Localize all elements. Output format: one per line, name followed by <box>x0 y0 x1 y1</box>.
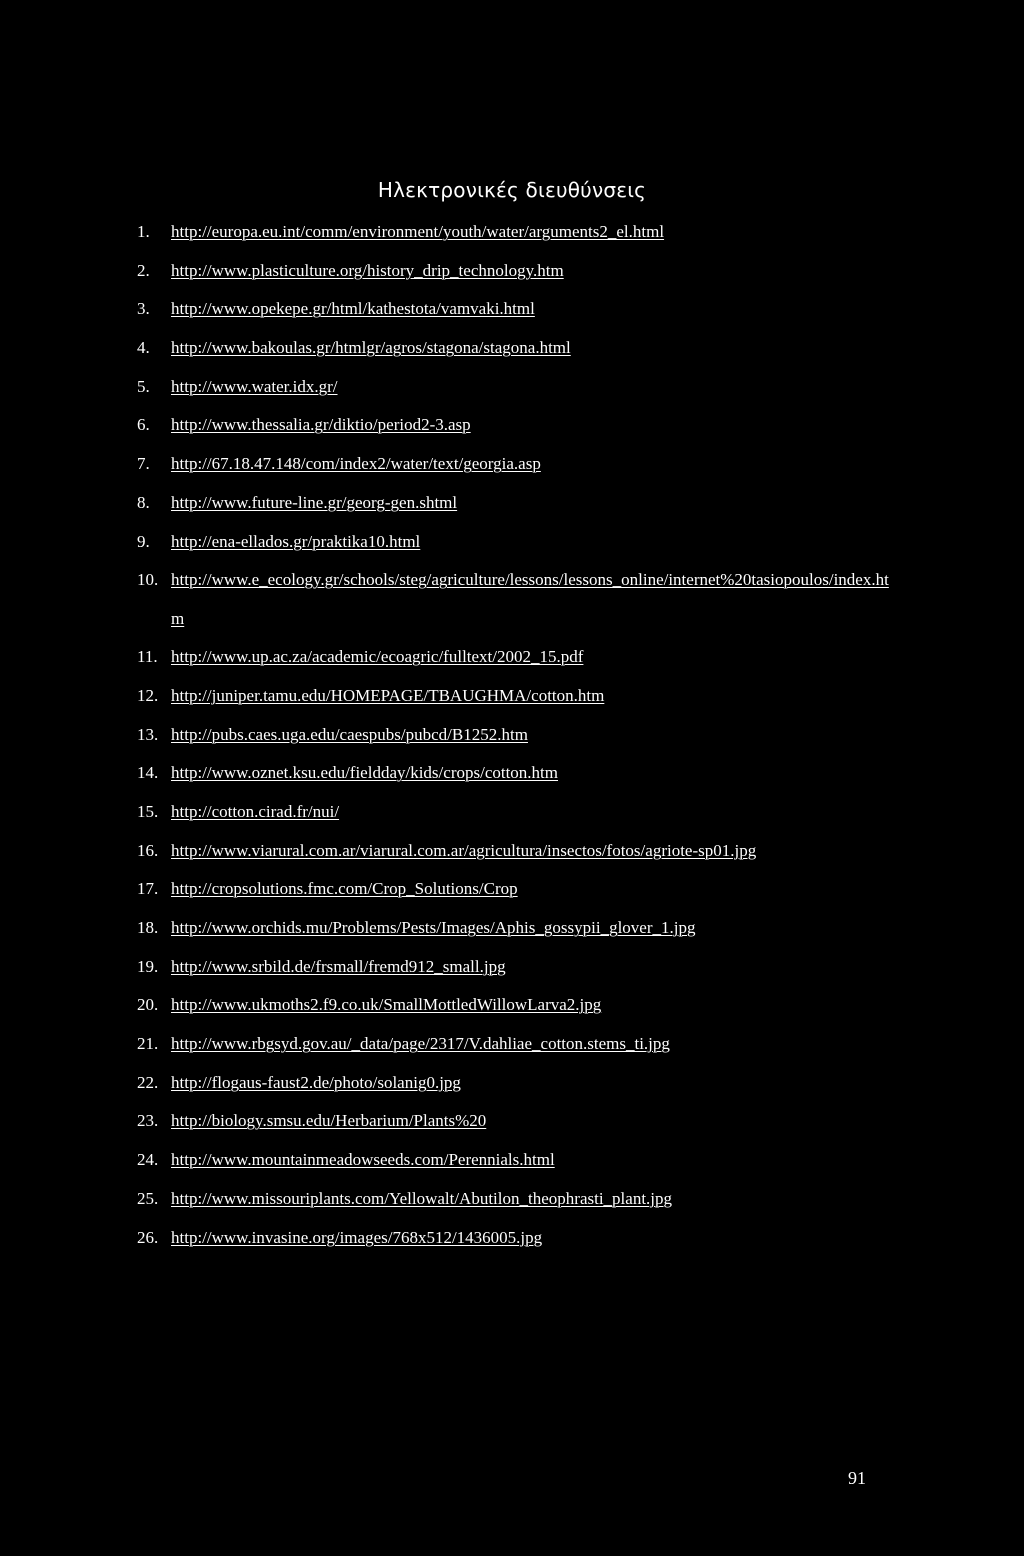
item-number: 21. <box>137 1034 159 1054</box>
list-item <box>137 725 897 745</box>
list-item <box>137 570 897 629</box>
list-item <box>137 493 897 513</box>
url-link[interactable]: http://www.bakoulas.gr/htmlgr/agros/stagona/stagona.html <box>171 338 571 358</box>
url-link[interactable]: http://www.srbild.de/frsmall/fremd912_small.jpg <box>171 956 506 976</box>
list-item <box>137 802 897 822</box>
url-link[interactable]: http://cotton.cirad.fr/nui/ <box>171 801 340 821</box>
item-number: 18. <box>137 918 159 938</box>
item-number: 22. <box>137 1072 159 1092</box>
url-link[interactable]: http://juniper.tamu.edu/HOMEPAGE/TBAUGHMA/cotton.htm <box>171 685 605 705</box>
url-link[interactable]: http://www.e_ecology.gr/schools/steg/agriculture/lessons/lessons_online/internet%20tasiopoulos/index.htm <box>171 570 889 628</box>
list-item <box>137 918 897 938</box>
list-item <box>137 261 897 281</box>
list-item <box>137 763 897 783</box>
item-number: 19. <box>137 956 159 976</box>
item-number: 12. <box>137 685 159 705</box>
list-item <box>137 1150 897 1170</box>
list-item <box>137 338 897 358</box>
list-item <box>137 222 897 242</box>
url-link[interactable]: http://67.18.47.148/com/index2/water/text/georgia.asp <box>171 454 541 474</box>
list-item <box>137 415 897 435</box>
page-number: 91 <box>848 1468 866 1488</box>
item-number: 20. <box>137 995 159 1015</box>
list-item <box>137 532 897 552</box>
url-link[interactable]: http://www.up.ac.za/academic/ecoagric/fulltext/2002_15.pdf <box>171 647 584 667</box>
item-number: 4. <box>137 338 150 358</box>
list-item <box>137 686 897 706</box>
item-number: 1. <box>137 222 150 241</box>
list-item <box>137 841 897 861</box>
item-number: 10. <box>137 570 159 590</box>
item-number: 16. <box>137 840 159 860</box>
list-item <box>137 1228 897 1248</box>
url-link[interactable]: http://biology.smsu.edu/Herbarium/Plants%20 <box>171 1111 487 1131</box>
url-link[interactable]: http://flogaus-faust2.de/photo/solanig0.jpg <box>171 1072 461 1092</box>
item-number: 3. <box>137 299 150 319</box>
url-link[interactable]: http://www.thessalia.gr/diktio/period2-3.asp <box>171 415 471 435</box>
item-number: 8. <box>137 492 150 512</box>
url-link[interactable]: http://ena-ellados.gr/praktika10.html <box>171 531 421 551</box>
url-link[interactable]: http://www.future-line.gr/georg-gen.shtml <box>171 492 458 512</box>
item-number: 26. <box>137 1227 159 1247</box>
url-link[interactable]: http://www.rbgsyd.gov.au/_data/page/2317/V.dahliae_cotton.stems_ti.jpg <box>171 1034 670 1054</box>
item-number: 15. <box>137 801 159 821</box>
item-number: 24. <box>137 1150 159 1170</box>
page-title: Ηλεκτρονικές διευθύνσεις <box>377 178 647 202</box>
item-number: 9. <box>137 531 150 551</box>
list-item <box>137 1073 897 1093</box>
item-number: 6. <box>137 415 150 435</box>
url-link[interactable]: http://pubs.caes.uga.edu/caespubs/pubcd/B1252.htm <box>171 724 528 744</box>
url-link[interactable]: http://www.viarural.com.ar/viarural.com.ar/agricultura/insectos/fotos/agriote-sp01.jpg <box>171 840 757 860</box>
list-item <box>137 299 897 319</box>
url-link[interactable]: http://cropsolutions.fmc.com/Crop_Solutions/Crop <box>171 879 518 899</box>
item-number: 23. <box>137 1111 159 1131</box>
list-item <box>137 377 897 397</box>
url-link[interactable]: http://www.water.idx.gr/ <box>171 376 338 396</box>
url-link[interactable]: http://www.oznet.ksu.edu/fieldday/kids/crops/cotton.htm <box>171 763 559 783</box>
url-link[interactable]: http://europa.eu.int/comm/environment/youth/water/arguments2_el.html <box>171 222 665 241</box>
list-item <box>137 647 897 667</box>
url-link[interactable]: http://www.mountainmeadowseeds.com/Perennials.html <box>171 1150 555 1170</box>
item-number: 5. <box>137 376 150 396</box>
item-number: 25. <box>137 1188 159 1208</box>
list-item <box>137 1111 897 1131</box>
item-number: 2. <box>137 260 150 280</box>
item-number: 14. <box>137 763 159 783</box>
list-item <box>137 1189 897 1209</box>
item-number: 11. <box>137 647 158 667</box>
url-link[interactable]: http://www.opekepe.gr/html/kathestota/vamvaki.html <box>171 299 535 319</box>
list-item <box>137 454 897 474</box>
url-link[interactable]: http://www.missouriplants.com/Yellowalt/Abutilon_theophrasti_plant.jpg <box>171 1188 673 1208</box>
item-number: 13. <box>137 724 159 744</box>
url-link[interactable]: http://www.ukmoths2.f9.co.uk/SmallMottledWillowLarva2.jpg <box>171 995 602 1015</box>
list-item <box>137 995 897 1015</box>
link-list <box>137 222 897 1266</box>
item-number: 7. <box>137 454 150 474</box>
url-link[interactable]: http://www.plasticulture.org/history_drip_technology.htm <box>171 260 564 280</box>
item-number: 17. <box>137 879 159 899</box>
url-link[interactable]: http://www.invasine.org/images/768x512/1436005.jpg <box>171 1227 543 1247</box>
list-item <box>137 879 897 899</box>
list-item <box>137 957 897 977</box>
list-item <box>137 1034 897 1054</box>
url-link[interactable]: http://www.orchids.mu/Problems/Pests/Images/Aphis_gossypii_glover_1.jpg <box>171 918 696 938</box>
